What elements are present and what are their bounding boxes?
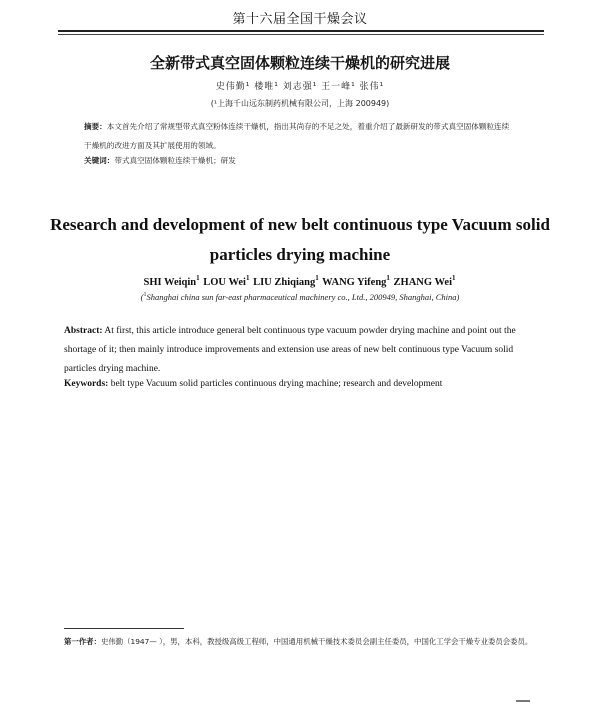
- english-abstract-text: At first, this article introduce general belt continuous type vacuum powder drying machine and point out the shortage of it; then mainly introduce improvements and extension use areas of new belt continuous type Vacuum solid particles drying machine.: [64, 326, 516, 374]
- english-keywords: [64, 379, 544, 389]
- footnote: [64, 634, 544, 649]
- english-affiliation: ($^1$Shanghai china sun far-east pharmaceutical machinery co., Ltd., 200949, Shanghai, China): [140, 292, 460, 302]
- footnote-rule: [64, 628, 184, 629]
- author-1: SHI Weiqin$^1$: [143, 274, 200, 288]
- english-keywords-text: belt type Vacuum solid particles continuous drying machine; research and development: [110, 379, 443, 389]
- chinese-keywords-label: 关键词：: [84, 156, 115, 165]
- footnote-text: 史伟勤（1947— ），男，本科，教授级高级工程师，中国通用机械干燥技术委员会副主任委员，中国化工学会干燥专业委员会委员。: [100, 637, 533, 646]
- english-authors: [0, 274, 600, 288]
- chinese-keywords-text: 带式真空固体颗粒连续干燥机；研发: [114, 156, 236, 165]
- english-abstract: [64, 322, 544, 379]
- author-3: LIU Zhiqiang$^1$: [253, 274, 319, 288]
- header-rule: [58, 30, 544, 32]
- page-mark: [516, 700, 530, 702]
- affiliation-text: Shanghai china sun far-east pharmaceutical machinery co., Ltd., 200949, Shanghai, China: [146, 292, 457, 302]
- chinese-affiliation: (¹上海千山远东制药机械有限公司，上海 200949): [210, 99, 390, 108]
- english-keywords-label: Keywords:: [64, 379, 109, 389]
- chinese-abstract: [84, 117, 514, 155]
- affiliation-sup: 1: [143, 292, 147, 299]
- chinese-abstract-text: 本文首先介绍了常规型带式真空粉体连续干燥机，指出其尚存的不足之处，着重介绍了最新研发的带式真空固体颗粒连续干燥机的改进方面及其扩展使用的领域。: [84, 122, 510, 150]
- chinese-keywords: [84, 155, 514, 166]
- footnote-label: 第一作者：: [64, 637, 101, 646]
- author-2: LOU Wei$^1$: [203, 274, 250, 288]
- running-header: 第十六届全国干燥会议: [232, 12, 368, 27]
- chinese-authors: 史伟勤¹ 楼唯¹ 刘志强¹ 王一峰¹ 张伟¹: [215, 82, 385, 92]
- author-5: ZHANG Wei$^1$: [393, 274, 456, 288]
- chinese-title: 全新带式真空固体颗粒连续干燥机的研究进展: [149, 54, 450, 72]
- chinese-abstract-label: 摘要：: [84, 122, 107, 131]
- english-abstract-label: Abstract:: [64, 326, 103, 336]
- english-title: Research and development of new belt continuous type Vacuum solid particles drying machine: [50, 215, 550, 264]
- header-rule-thin: [58, 34, 544, 35]
- author-4: WANG Yifeng$^1$: [322, 274, 390, 288]
